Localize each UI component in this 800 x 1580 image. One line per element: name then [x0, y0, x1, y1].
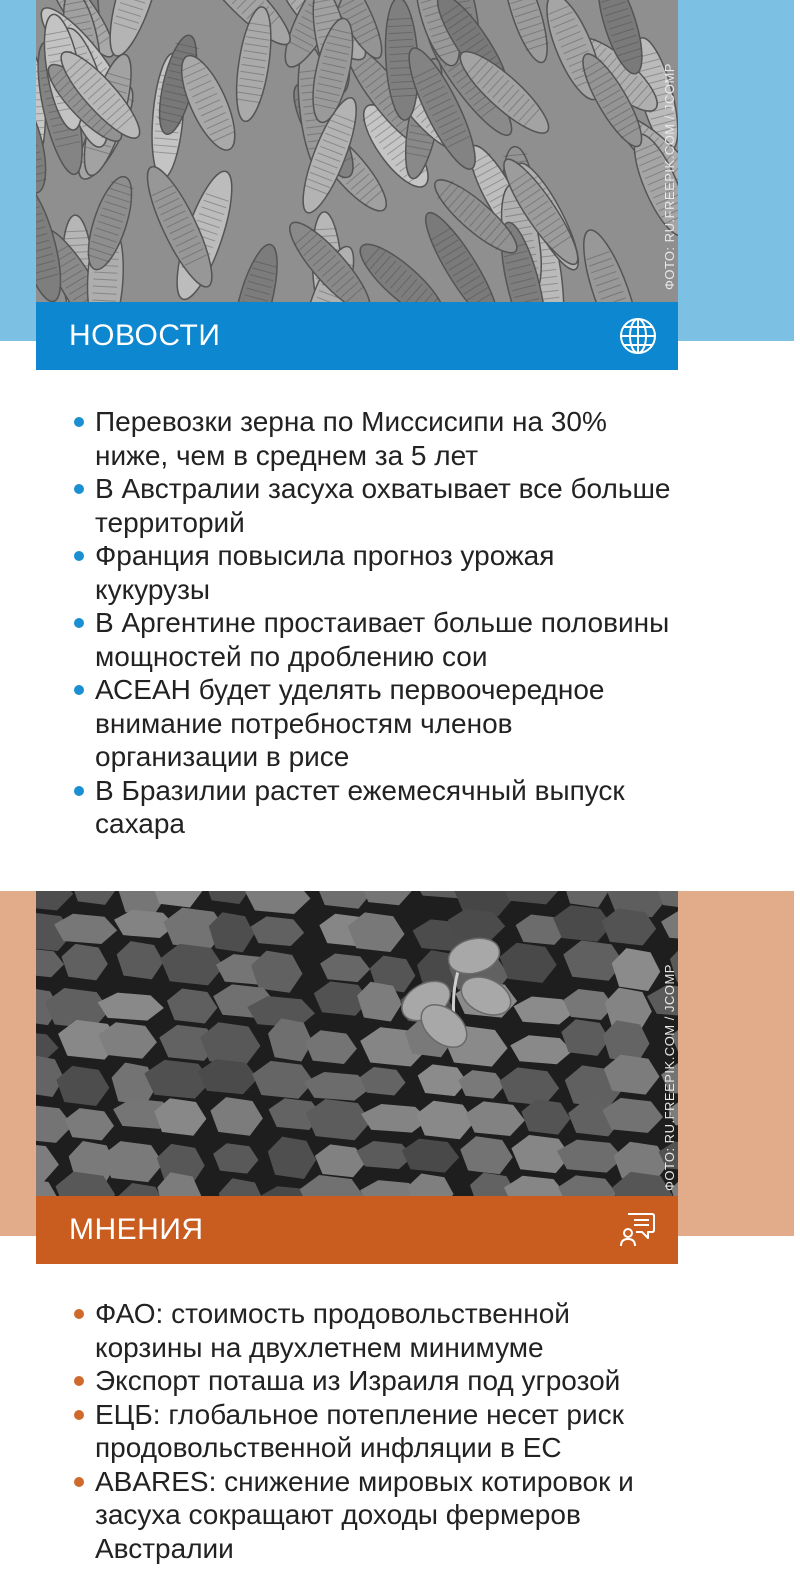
news-item[interactable]: В Австралии засуха охватывает все больше территорий: [72, 472, 672, 539]
news-header: [36, 302, 678, 370]
opinions-list: [72, 1297, 672, 1565]
corn-photo: [36, 0, 678, 302]
bullet-dot: [74, 786, 84, 796]
opinions-item[interactable]: ABARES: снижение мировых котировок и засуха сокращают доходы фермеров Австралии: [72, 1465, 672, 1566]
bullet-dot: [74, 417, 84, 427]
cracked-soil-photo: [36, 891, 678, 1196]
opinions-item[interactable]: ЕЦБ: глобальное потепление несет риск продовольственной инфляции в ЕС: [72, 1398, 672, 1465]
opinions-photo-credit: ФОТО: RU.FREEPIK.COM / JCOMP: [662, 964, 677, 1191]
bullet-dot: [74, 1376, 84, 1386]
news-item[interactable]: В Бразилии растет ежемесячный выпуск сахара: [72, 774, 672, 841]
bullet-dot: [74, 618, 84, 628]
bullet-dot: [74, 1410, 84, 1420]
news-item[interactable]: Перевозки зерна по Миссисипи на 30% ниже, чем в среднем за 5 лет: [72, 405, 672, 472]
bullet-dot: [74, 551, 84, 561]
news-item[interactable]: В Аргентине простаивает больше половины мощностей по дроблению сои: [72, 606, 672, 673]
bullet-dot: [74, 685, 84, 695]
bullet-dot: [74, 1309, 84, 1319]
news-item[interactable]: Франция повысила прогноз урожая кукурузы: [72, 539, 672, 606]
opinions-title: МНЕНИЯ: [69, 1213, 204, 1246]
opinions-header: [36, 1196, 678, 1264]
opinions-item[interactable]: ФАО: стоимость продовольственной корзины на двухлетнем минимуме: [72, 1297, 672, 1364]
opinions-item[interactable]: Экспорт поташа из Израиля под угрозой: [72, 1364, 672, 1398]
bullet-dot: [74, 484, 84, 494]
news-list: [72, 405, 672, 841]
speech-bubble-person-icon: [618, 1210, 658, 1250]
news-photo-credit: ФОТО: RU.FREEPIK.COM / JCOMP: [662, 63, 677, 290]
globe-icon: [618, 316, 658, 356]
bullet-dot: [74, 1477, 84, 1487]
news-item[interactable]: АСЕАН будет уделять первоочередное внимание потребностям членов организации в рисе: [72, 673, 672, 774]
news-title: НОВОСТИ: [69, 319, 221, 352]
